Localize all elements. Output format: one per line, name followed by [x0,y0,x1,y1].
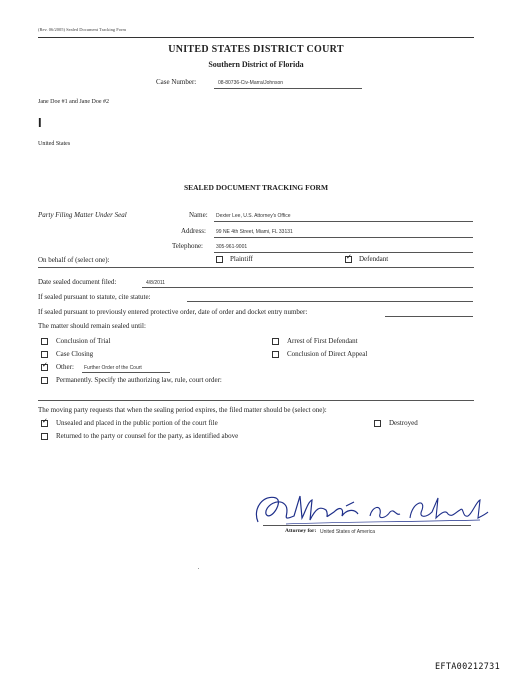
scan-speck [198,568,199,569]
name-underline [214,221,473,222]
form-title: SEALED DOCUMENT TRACKING FORM [183,183,329,192]
date-filed-underline [142,287,473,288]
name-label: Name: [189,211,208,219]
returned-label: Returned to the party or counsel for the party, as identified above [56,432,239,440]
filing-party-label: Party Filing Matter Under Seal [38,211,127,219]
check-mark-icon: ✓ [346,253,352,261]
telephone-value: 305-961-9001 [216,244,248,250]
defendant-name: United States [38,141,71,147]
check-mark-icon: ✓ [42,417,48,425]
on-behalf-underline [38,267,474,268]
attorney-for-label: Attorney for: [285,528,317,534]
plaintiff-option-label: Plaintiff [230,255,253,263]
check-mark-icon: ✓ [42,361,48,369]
name-value: Dexter Lee, U.S. Attorney's Office [216,213,291,219]
case-number-value: 08-80736-Civ-Marra/Johnson [218,80,284,86]
destroyed-checkbox[interactable] [374,420,381,427]
conclusion-of-trial-label: Conclusion of Trial [56,337,111,345]
date-filed-label: Date sealed document filed: [38,278,117,286]
revision-note: (Rev. 06/2005) Sealed Document Tracking Form [38,27,126,32]
address-value: 99 NE 4th Street, Miami, FL 33131 [216,229,293,235]
on-behalf-label: On behalf of (select one): [38,256,110,264]
permanently-label: Permanently. Specify the authorizing law, rule, court order: [56,376,222,384]
other-value: Further Order of the Court [84,365,142,371]
unsealed-checkbox[interactable] [41,417,48,427]
court-title: UNITED STATES DISTRICT COURT [168,44,344,55]
statute-underline [187,301,473,302]
direct-appeal-checkbox[interactable] [272,351,279,358]
case-closing-label: Case Closing [56,350,94,358]
case-number-label: Case Number: [156,78,197,86]
address-underline [214,237,473,238]
plaintiffs-name: Jane Doe #1 and Jane Doe #2 [38,99,109,105]
destroyed-label: Destroyed [389,419,418,427]
permanently-checkbox[interactable] [41,377,48,384]
defendant-checkbox[interactable] [345,253,352,263]
unsealed-label: Unsealed and placed in the public portion of the court file [56,419,218,427]
address-label: Address: [181,227,206,235]
returned-checkbox[interactable] [41,433,48,440]
other-label: Other: [56,363,74,371]
bates-number: EFTA00212731 [434,662,500,672]
expiry-instruction: The moving party requests that when the sealing period expires, the filed matter should be (select one): [38,406,327,414]
defendant-option-label: Defendant [359,255,389,263]
protective-order-label: If sealed pursuant to previously entered protective order, date of order and docket entry number: [38,308,308,316]
arrest-checkbox[interactable] [272,338,279,345]
telephone-underline [214,252,473,253]
remain-sealed-label: The matter should remain sealed until: [38,322,146,330]
permanent-specify-underline [38,400,474,401]
case-closing-checkbox[interactable] [41,351,48,358]
arrest-label: Arrest of First Defendant [287,337,358,345]
statute-label: If sealed pursuant to statute, cite statute: [38,293,151,301]
text-cursor-mark: I [38,115,42,130]
other-checkbox[interactable] [41,361,48,371]
date-filed-value: 4/8/2011 [146,280,166,286]
conclusion-of-trial-checkbox[interactable] [41,338,48,345]
attorney-for-value: United States of America [320,529,376,535]
case-number-underline [214,88,362,89]
plaintiff-checkbox[interactable] [216,256,223,263]
protective-order-underline [385,316,473,317]
header-rule [38,37,474,38]
district-name: Southern District of Florida [208,60,304,69]
telephone-label: Telephone: [172,242,203,250]
direct-appeal-label: Conclusion of Direct Appeal [287,350,368,358]
other-underline [82,372,170,373]
signature-line [263,525,471,526]
